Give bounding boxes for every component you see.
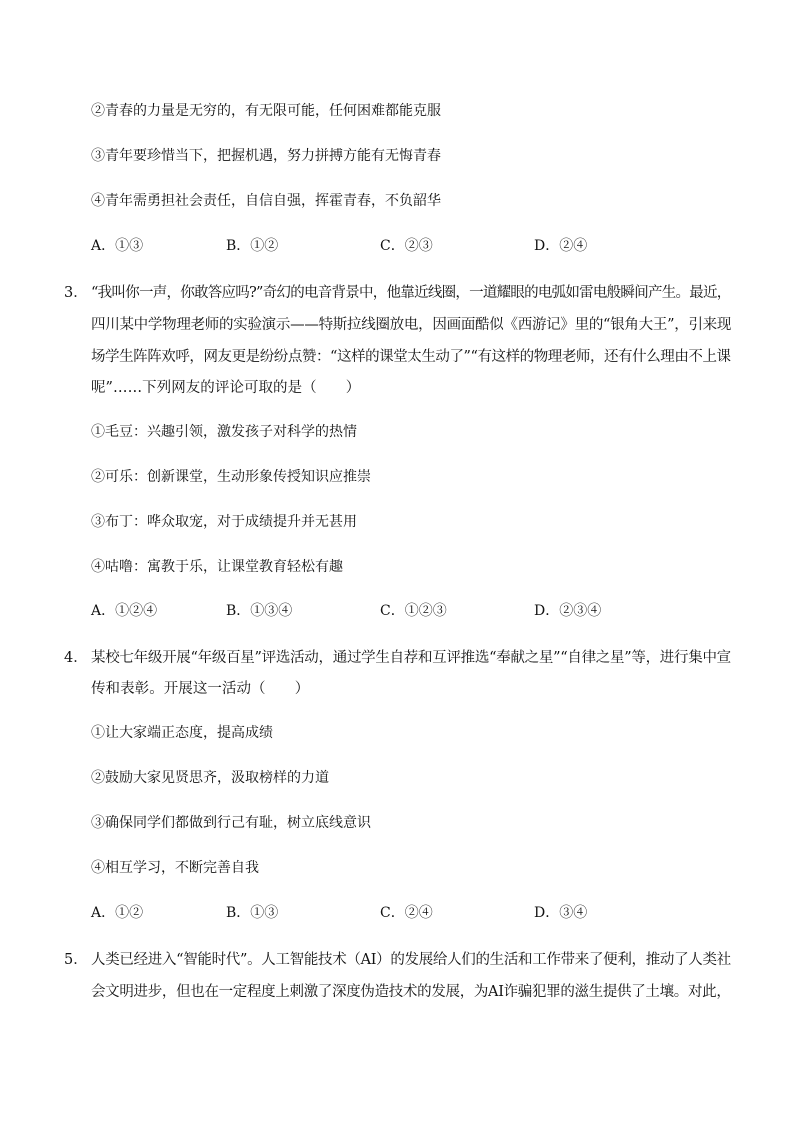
options-row-4 <box>91 903 731 923</box>
question-stem-line-1: “我叫你一声，你敢答应吗?”奇幻的电音背景中，他靠近线圈，一道耀眼的电弧如雷电般瞬间产生。最近， <box>91 285 731 301</box>
statement-3-3: ③布丁：哗众取宠，对于成绩提升并无甚用 <box>91 514 357 530</box>
options-row-2 <box>91 236 731 256</box>
question-stem-line-2: 会文明进步，但也在一定程度上刺激了深度伪造技术的发展，为AI诈骗犯罪的滋生提供了土壤。对此， <box>91 984 731 1000</box>
statement-3-4: ④咕噜：寓教于乐，让课堂教育轻松有趣 <box>91 559 343 575</box>
options-row-3 <box>91 601 731 621</box>
statement-2-4: ④青年需勇担社会责任，自信自强，挥霍青春，不负韶华 <box>91 193 441 209</box>
option-c: C．①②③ <box>380 603 447 619</box>
option-a: A．①③ <box>91 238 144 254</box>
option-c: C．②③ <box>380 238 433 254</box>
option-d: D．②③④ <box>534 603 602 619</box>
option-d: D．③④ <box>534 905 588 921</box>
question-number: 5． <box>64 952 88 968</box>
question-stem-line-1: 某校七年级开展“年级百星”评选活动，通过学生自荐和互评推选“奉献之星”“自律之星”等，进行集中宣 <box>91 650 731 666</box>
statement-4-4: ④相互学习，不断完善自我 <box>91 860 259 876</box>
statement-3-1: ①毛豆：兴趣引领，激发孩子对科学的热情 <box>91 424 357 440</box>
option-a: A．①② <box>91 905 144 921</box>
question-stem-line-4: 呢”……下列网友的评论可取的是（ ） <box>91 380 361 396</box>
question-stem-line-1: 人类已经进入“智能时代”。人工智能技术（AI）的发展给人们的生活和工作带来了便利，推动了人类社 <box>91 952 731 968</box>
statement-4-2: ②鼓励大家见贤思齐，汲取榜样的力道 <box>91 770 329 786</box>
option-b: B．①② <box>226 238 279 254</box>
statement-3-2: ②可乐：创新课堂，生动形象传授知识应推崇 <box>91 469 371 485</box>
question-number: 3． <box>64 285 88 301</box>
question-stem-line-3: 场学生阵阵欢呼，网友更是纷纷点赞：“这样的课堂太生动了”“有这样的物理老师，还有什么理由不上课 <box>91 349 731 365</box>
question-stem-line-2: 传和表彰。开展这一活动（ ） <box>91 681 310 697</box>
question-stem-line-2: 四川某中学物理老师的实验演示——特斯拉线圈放电，因画面酷似《西游记》里的“银角大王”，引来现 <box>91 317 732 333</box>
statement-4-1: ①让大家端正态度，提高成绩 <box>91 725 273 741</box>
option-b: B．①③④ <box>226 603 293 619</box>
statement-4-3: ③确保同学们都做到行己有耻，树立底线意识 <box>91 815 371 831</box>
option-a: A．①②④ <box>91 603 158 619</box>
option-b: B．①③ <box>226 905 279 921</box>
option-c: C．②④ <box>380 905 433 921</box>
option-d: D．②④ <box>534 238 588 254</box>
statement-2-2: ②青春的力量是无穷的，有无限可能，任何困难都能克服 <box>91 103 441 119</box>
question-number: 4． <box>64 650 88 666</box>
statement-2-3: ③青年要珍惜当下，把握机遇，努力拼搏方能有无悔青春 <box>91 148 441 164</box>
